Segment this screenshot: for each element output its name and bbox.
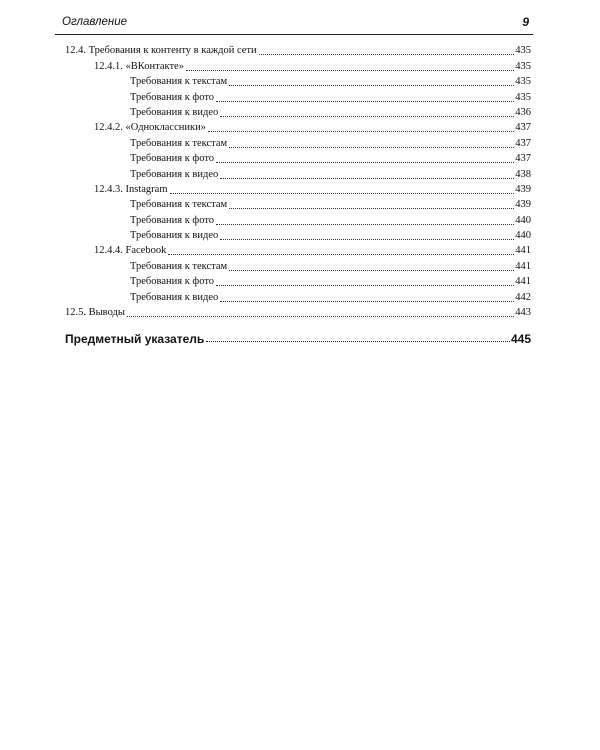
toc-entry-label: Требования к видео <box>130 291 219 303</box>
dot-leader <box>259 54 515 55</box>
dot-leader <box>206 341 510 342</box>
dot-leader <box>220 301 514 302</box>
dot-leader <box>168 254 514 255</box>
toc-entry-label: Требования к видео <box>130 168 219 180</box>
toc-entry[interactable] <box>65 74 531 89</box>
toc-entry-page-number: 435 <box>515 76 531 88</box>
dot-leader <box>229 270 514 271</box>
toc-entry-label: Требования к текстам <box>130 137 228 149</box>
toc-entry-page-number: 440 <box>515 230 531 242</box>
toc-entry-page-number: 435 <box>515 45 531 57</box>
toc-entry-label: Требования к видео <box>130 230 219 242</box>
toc-entry[interactable] <box>65 58 531 73</box>
toc-entry-label: 12.4.2. «Одноклассники» <box>94 122 206 134</box>
toc-entry[interactable] <box>65 228 531 243</box>
header-title: Оглавление <box>62 16 127 28</box>
toc-entry-label: 12.4. Требования к контенту в каждой сети <box>65 45 257 57</box>
dot-leader <box>220 116 514 117</box>
toc-entry-label: Требования к текстам <box>130 260 228 272</box>
toc-entry[interactable] <box>65 289 531 304</box>
toc-entry[interactable] <box>65 89 531 104</box>
dot-leader <box>127 316 514 317</box>
header-page-number: 9 <box>522 15 529 29</box>
toc-entry-page-number: 437 <box>515 122 531 134</box>
toc-entry[interactable] <box>65 43 531 58</box>
dot-leader <box>216 285 514 286</box>
toc-entry[interactable] <box>65 258 531 273</box>
toc-entry-label: Требования к фото <box>130 153 215 165</box>
toc-entry-label: 12.4.3. Instagram <box>94 183 168 195</box>
toc-entry[interactable] <box>65 274 531 289</box>
dot-leader <box>229 85 514 86</box>
dot-leader <box>220 239 514 240</box>
toc-entry[interactable] <box>65 182 531 197</box>
toc-entry-page-number: 435 <box>515 91 531 103</box>
toc-entry-page-number: 442 <box>515 291 531 303</box>
toc-entry-label: Требования к текстам <box>130 199 228 211</box>
dot-leader <box>216 162 514 163</box>
dot-leader <box>220 178 514 179</box>
toc-entry-label: Требования к текстам <box>130 76 228 88</box>
toc-entry-label: Предметный указатель <box>65 332 205 347</box>
toc-entry-label: 12.4.1. «ВКонтакте» <box>94 60 184 72</box>
toc-entry[interactable] <box>65 120 531 135</box>
toc-entry-label: 12.5. Выводы <box>65 307 125 319</box>
toc-entry-subject-index[interactable] <box>65 328 531 346</box>
toc-entry[interactable] <box>65 243 531 258</box>
toc-entry-page-number: 438 <box>515 168 531 180</box>
dot-leader <box>229 208 514 209</box>
toc-entry[interactable] <box>65 105 531 120</box>
dot-leader <box>216 101 514 102</box>
toc-entry[interactable] <box>65 151 531 166</box>
toc-entry-page-number: 440 <box>515 214 531 226</box>
toc-entry-page-number: 443 <box>515 307 531 319</box>
dot-leader <box>170 193 515 194</box>
toc-entry[interactable] <box>65 166 531 181</box>
toc-entry[interactable] <box>65 305 531 320</box>
toc-entry-label: Требования к видео <box>130 106 219 118</box>
toc-entry-page-number: 441 <box>515 276 531 288</box>
toc-entry-page-number: 437 <box>515 137 531 149</box>
toc-entry-label: Требования к фото <box>130 91 215 103</box>
dot-leader <box>186 70 514 71</box>
toc-entry-page-number: 439 <box>515 199 531 211</box>
table-of-contents <box>65 43 531 346</box>
dot-leader <box>229 147 514 148</box>
toc-entry-label: Требования к фото <box>130 214 215 226</box>
toc-entry-page-number: 441 <box>515 245 531 257</box>
toc-entry-label: Требования к фото <box>130 276 215 288</box>
toc-entry[interactable] <box>65 135 531 150</box>
toc-entry-page-number: 439 <box>515 183 531 195</box>
toc-entry-page-number: 435 <box>515 60 531 72</box>
toc-entry[interactable] <box>65 212 531 227</box>
toc-entry-page-number: 437 <box>515 153 531 165</box>
toc-entry-label: 12.4.4. Facebook <box>94 245 167 257</box>
toc-entry-page-number: 441 <box>515 260 531 272</box>
running-header <box>55 12 533 35</box>
dot-leader <box>216 224 514 225</box>
toc-entry-page-number: 436 <box>515 106 531 118</box>
toc-entry[interactable] <box>65 197 531 212</box>
dot-leader <box>208 131 514 132</box>
toc-entry-page-number: 445 <box>510 332 531 347</box>
